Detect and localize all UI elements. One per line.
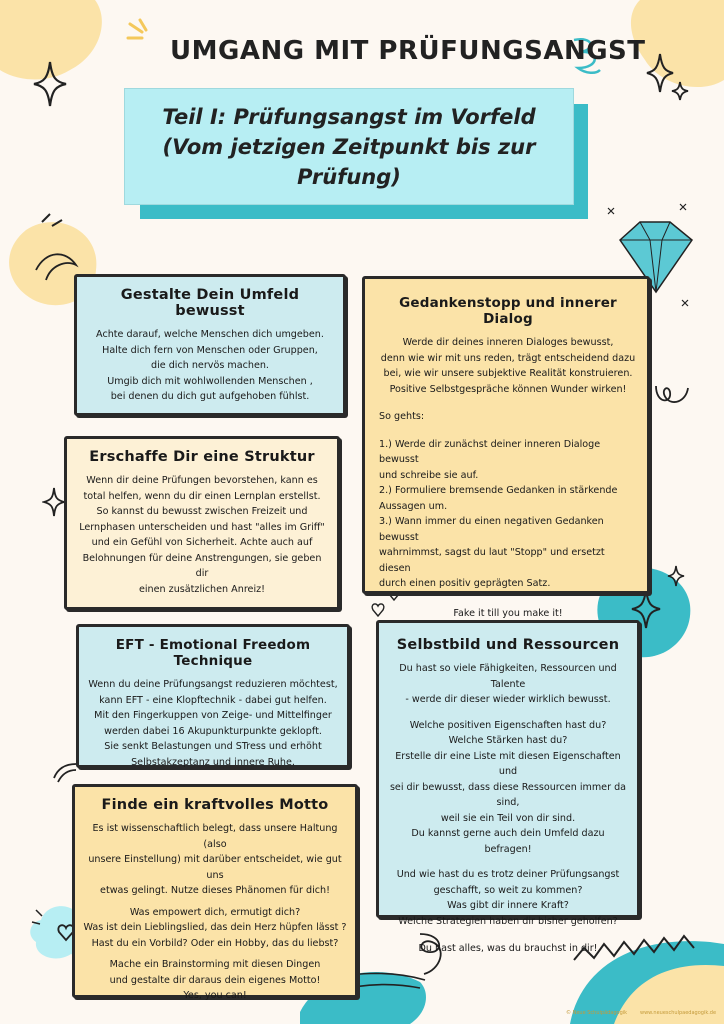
card-heading: Selbstbild und Ressourcen xyxy=(396,637,620,653)
card-heading: Erschaffe Dir eine Struktur xyxy=(89,449,315,465)
card-text: Werde dir deines inneren Dialoges bewusst, denn wie wir mit uns reden, trägt entscheidend dazu bei, wie wir unsere subjektive Realität konstruieren. Positive Selbstgespräche können Wunder wirken! xyxy=(380,337,636,395)
card-text: Welche positiven Eigenschaften hast du? Welche Stärken hast du? Erstelle dir eine Liste mit diesen Eigenschaften und sei dir bewusst, dass diese Ressourcen immer da sind, weil sie ein Teil von dir sind. Du kannst gerne auch dein Umfeld dazu befragen! xyxy=(389,719,627,855)
card-text: Es ist wissenschaftlich belegt, dass unsere Haltung (also unsere Einstellung) mit darüber entscheidet, wie gut uns etwas gelingt. Nutze dieses Phänomen für dich! xyxy=(88,823,342,896)
card-text: Du hast alles, was du brauchst in dir! xyxy=(418,943,598,954)
card-text: 1.) Werde dir zunächst deiner inneren Dialoge bewusst und schreibe sie auf. 2.) Formuliere bremsende Gedanken in stärkende Aussagen um. 3.) Wann immer du einen negativen Gedanken bewusst wahrnimmst, sagst du laut "Stopp" und ersetzt diesen durch einen positiv geprägten Satz. xyxy=(379,438,618,589)
sparkle-icon xyxy=(42,486,66,518)
card-heading: Finde ein kraftvolles Motto xyxy=(101,797,329,813)
footer-copyright: © Neue Schulpädagogik xyxy=(566,1010,628,1016)
card-text: Mache ein Brainstorming mit diesen Dingen und gestalte dir daraus dein eigenes Motto! Yes, you can! xyxy=(109,959,321,1001)
card-text: Wenn dir deine Prüfungen bevorstehen, kann es total helfen, wenn du dir einen Lernplan erstellst. So kannst du bewusst zwischen Freizeit und Lernphasen unterscheiden und hast "alles im Griff" und ein Gefühl von Sicherheit. Achte auch auf Belohnungen für deine Anstrengungen, sie geben dir einen zusätzlichen Anreiz! xyxy=(79,475,325,595)
card-text: Und wie hast du es trotz deiner Prüfungsangst geschafft, so weit zu kommen? Was gibt dir innere Kraft? Welche Strategien haben dir bisher geholfen? xyxy=(396,869,620,927)
card-umfeld xyxy=(74,274,346,416)
card-heading: Gestalte Dein Umfeld bewusst xyxy=(120,287,300,319)
sparkle-icon xyxy=(646,52,692,102)
card-struktur xyxy=(64,436,340,610)
footer-website: www.neueschulpaedagogik.de xyxy=(640,1010,717,1016)
card-heading: Gedankenstopp und innerer Dialog xyxy=(399,295,617,327)
card-text: Du hast so viele Fähigkeiten, Ressourcen und Talente - werde dir dieser wieder wirklich bewusst. xyxy=(399,663,617,705)
card-text: Was empowert dich, ermutigt dich? Was ist dein Lieblingslied, das dein Herz hüpfen lässt ? Hast du ein Vorbild? Oder ein Hobby, das du liebst? xyxy=(83,906,347,949)
burst-lines-icon xyxy=(126,18,166,52)
card-motto xyxy=(72,784,358,1001)
banner-line-1: Teil I: Prüfungsangst im Vorfeld xyxy=(162,104,536,129)
section-banner xyxy=(124,88,574,205)
card-text: Wenn du deine Prüfungsangst reduzieren möchtest, kann EFT - eine Klopftechnik - dabei gut helfen. Mit den Fingerkuppen von Zeige- und Mittelfinger werden dabei 16 Akupunkturpunkte geklopft. Sie senkt Belastungen und STress und erhöht Selbstakzeptanz und innere Ruhe. xyxy=(88,679,338,768)
page-title: UMGANG MIT PRÜFUNGSANGST xyxy=(170,36,646,66)
banner-line-2: (Vom jetzigen Zeitpunkt bis zur Prüfung) xyxy=(162,134,536,189)
spiral-icon xyxy=(652,380,692,410)
card-selbstbild xyxy=(376,620,640,954)
card-text: Achte darauf, welche Menschen dich umgeben. Halte dich fern von Menschen oder Gruppen, die dich nervös machen. Umgib dich mit wohlwollenden Menschen , bei denen du dich gut aufgehoben fühlst. xyxy=(96,329,324,402)
card-text: Fake it till you make it! xyxy=(453,607,563,619)
card-heading: EFT - Emotional Freedom Technique xyxy=(115,637,311,669)
card-gedankenstopp xyxy=(362,276,650,619)
card-text: So gehts: xyxy=(379,411,425,422)
sparkle-icon xyxy=(32,60,68,108)
card-eft xyxy=(76,624,350,768)
